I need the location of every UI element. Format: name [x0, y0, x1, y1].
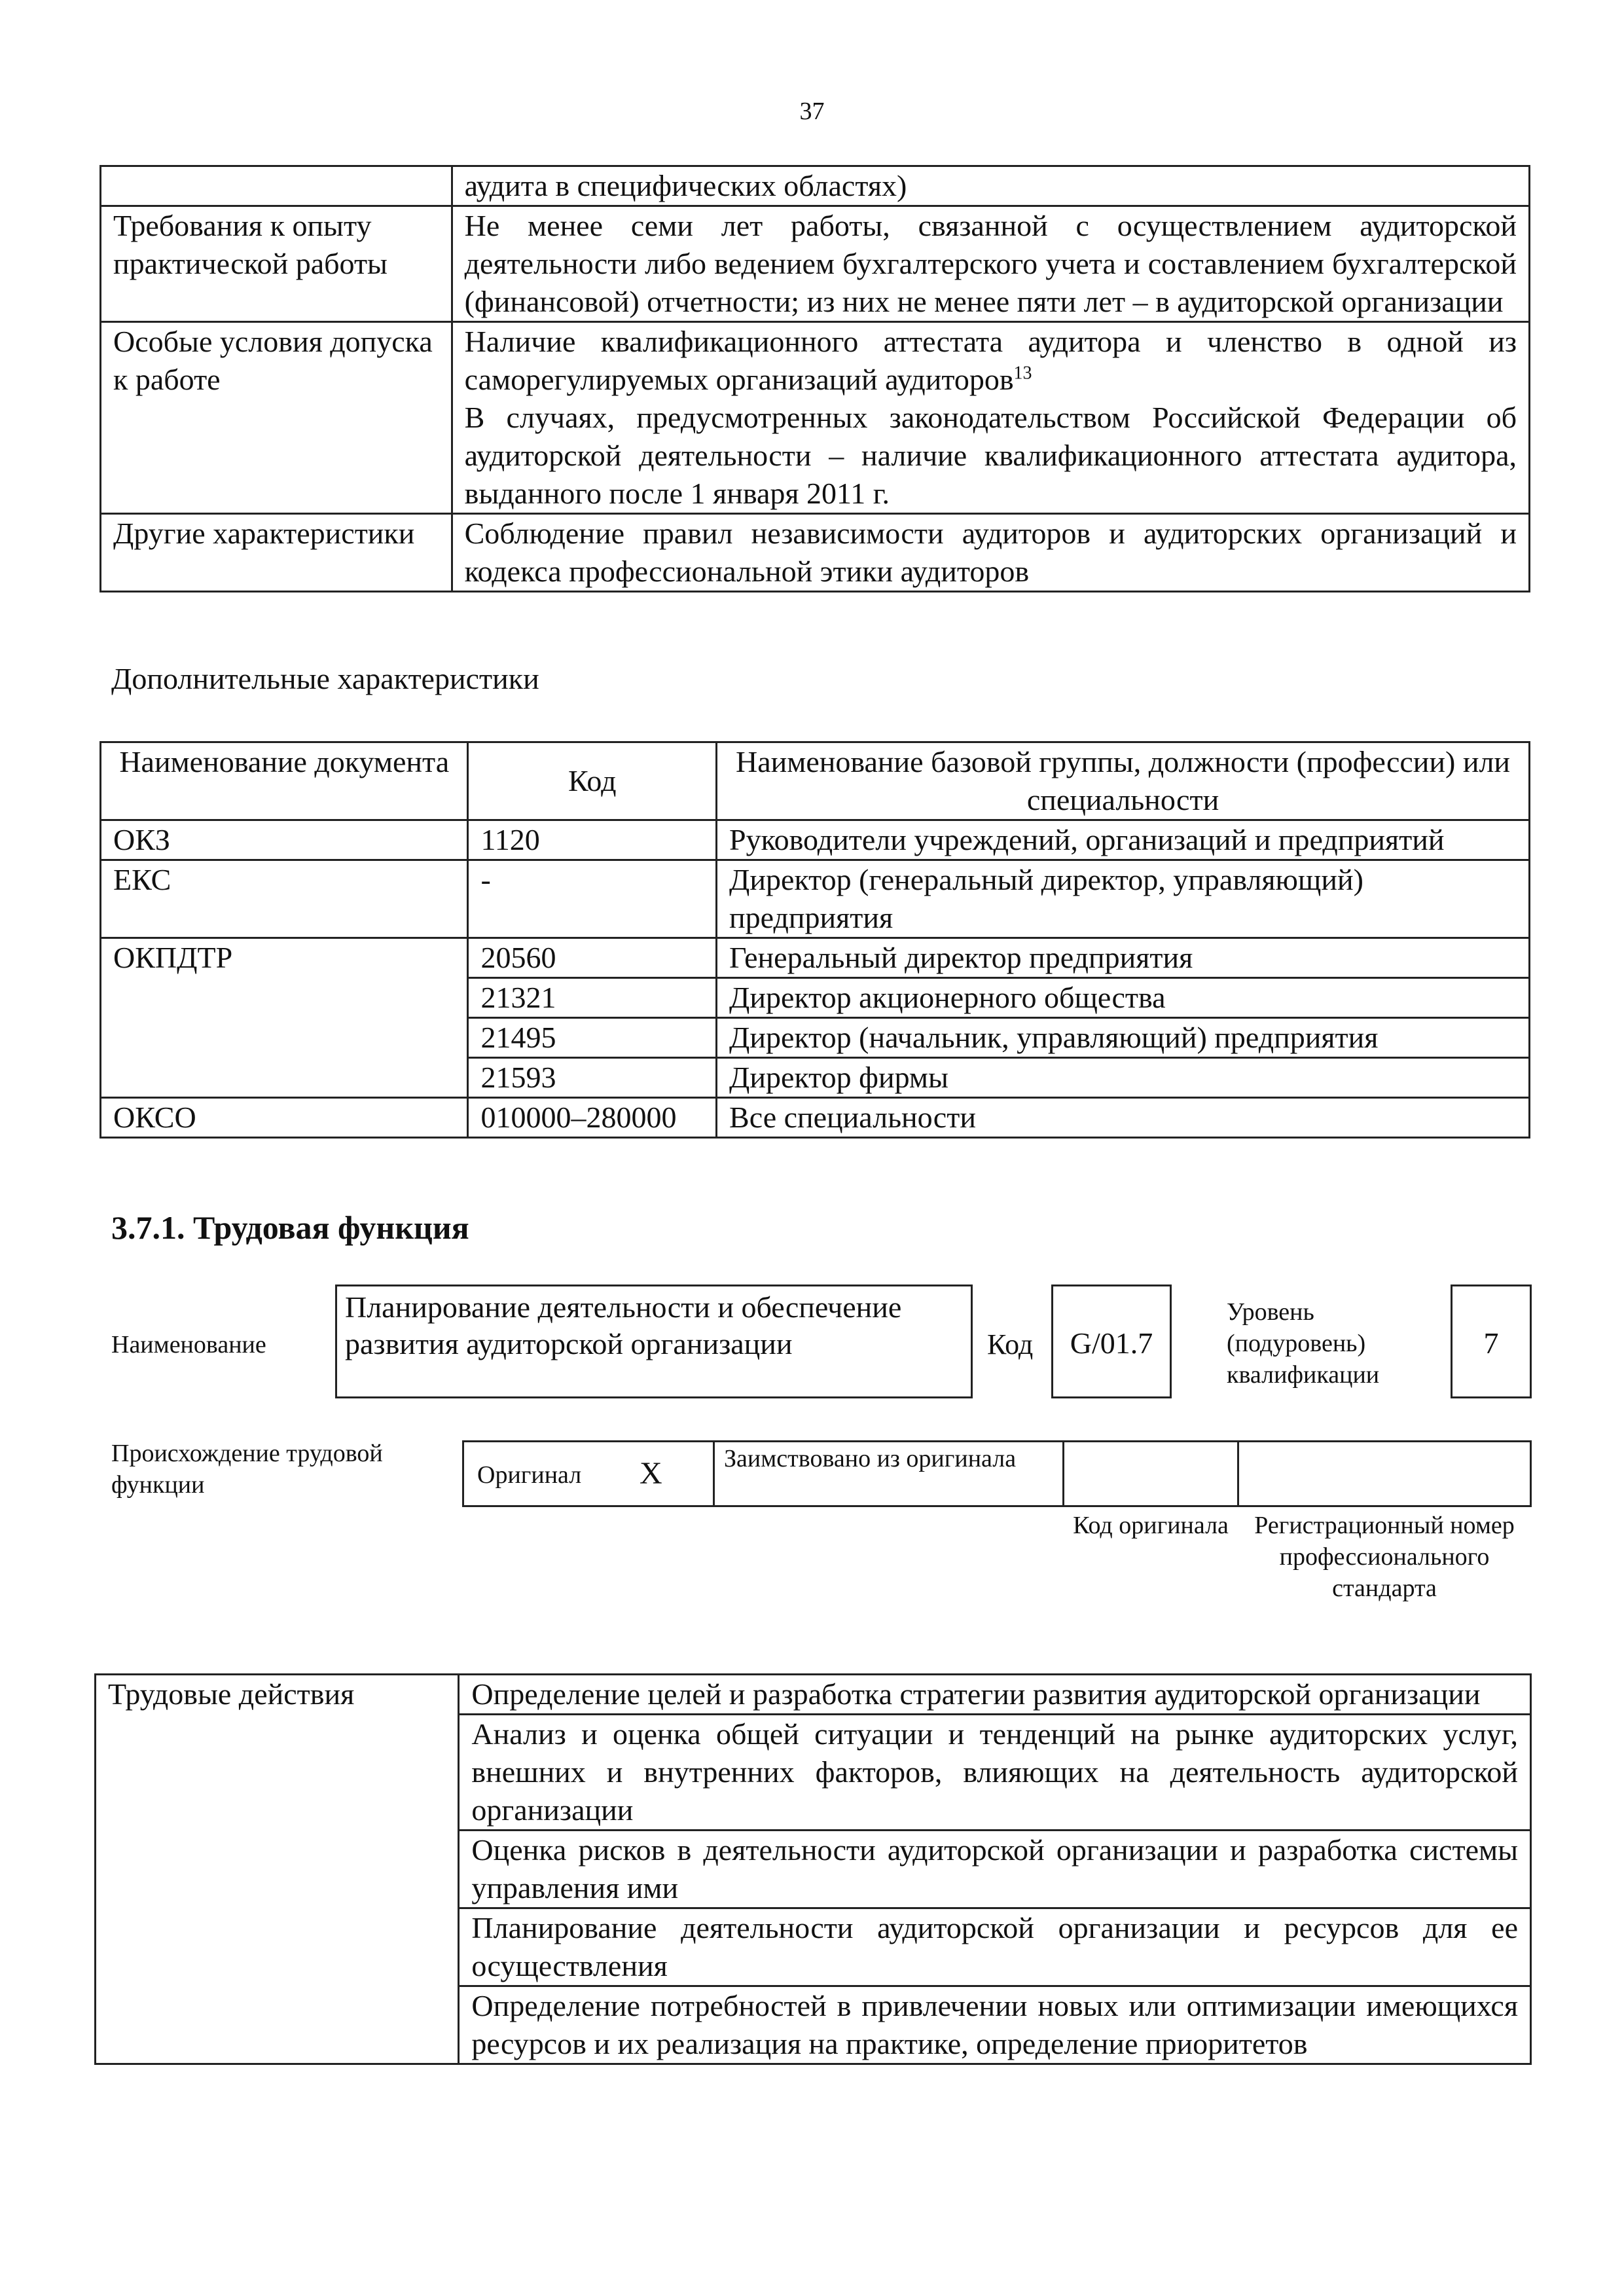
row-text	[452, 322, 1529, 514]
table-row	[101, 322, 1530, 514]
level-value: 7	[1483, 1326, 1499, 1360]
cell-name: Генеральный директор предприятия	[717, 938, 1530, 978]
level-box	[1451, 1285, 1532, 1398]
cell-code: 010000–280000	[468, 1098, 717, 1138]
cell-name: Директор акционерного общества	[717, 978, 1530, 1018]
registration-caption: Регистрационный номер профессионального стандарта	[1254, 1512, 1515, 1602]
cell-code: 20560	[468, 938, 717, 978]
actions-label: Трудовые действия	[96, 1675, 459, 2064]
action-item: Определение потребностей в привлечении новых или оптимизации имеющихся ресурсов и их реализация на практике, определение приоритетов	[459, 1986, 1531, 2064]
table-row	[96, 1675, 1531, 1715]
borrowed-cell	[713, 1440, 1064, 1507]
labor-actions-table	[94, 1673, 1532, 2065]
header-code: Код	[468, 742, 717, 820]
borrowed-label: Заимствовано из оригинала	[724, 1445, 1017, 1472]
cell-code: 21593	[468, 1058, 717, 1098]
table-header-row	[101, 742, 1530, 820]
cell-document: ОКСО	[101, 1098, 468, 1138]
header-name: Наименование базовой группы, должности (профессии) или специальности	[717, 742, 1530, 820]
action-item: Определение целей и разработка стратегии развития аудиторской организации	[459, 1675, 1531, 1715]
table-row	[101, 206, 1530, 322]
cell-code: 21495	[468, 1018, 717, 1058]
row-label: Требования к опыту практической работы	[101, 206, 452, 322]
row-label	[101, 166, 452, 206]
name-label: Наименование	[111, 1331, 266, 1358]
table-row	[101, 860, 1530, 938]
page-number: 37	[799, 98, 825, 125]
admission-text-a: Наличие квалификационного аттестата аудитора и членство в одной из саморегулируемых организаций аудиторов	[464, 325, 1517, 396]
cell-document: ОКПДТР	[101, 938, 468, 1098]
cell-name: Директор (начальник, управляющий) предприятия	[717, 1018, 1530, 1058]
action-item: Оценка рисков в деятельности аудиторской организации и разработка системы управления ими	[459, 1831, 1531, 1908]
row-text: Соблюдение правил независимости аудиторов и аудиторских организаций и кодекса профессиональной этики аудиторов	[452, 514, 1529, 592]
table-row	[101, 514, 1530, 592]
code-label: Код	[987, 1328, 1034, 1360]
cell-code: 1120	[468, 820, 717, 860]
original-label: Оригинал	[477, 1461, 582, 1489]
cell-code: -	[468, 860, 717, 938]
action-item: Анализ и оценка общей ситуации и тенденций на рынке аудиторских услуг, внешних и внутренних факторов, влияющих на деятельность аудиторской организации	[459, 1715, 1531, 1831]
registration-number-cell	[1237, 1440, 1532, 1507]
row-text: Не менее семи лет работы, связанной с осуществлением аудиторской деятельности либо ведением бухгалтерского учета и составлением бухгалтерской (финансовой) отчетности; из них не менее пяти лет – в аудиторской организации	[452, 206, 1529, 322]
table-row	[101, 1098, 1530, 1138]
original-code-caption: Код оригинала	[1073, 1512, 1229, 1539]
header-document: Наименование документа	[101, 742, 468, 820]
cell-document: ЕКС	[101, 860, 468, 938]
action-item: Планирование деятельности аудиторской организации и ресурсов для ее осуществления	[459, 1908, 1531, 1986]
requirements-table	[99, 165, 1530, 592]
table-row	[101, 166, 1530, 206]
function-code-box	[1051, 1285, 1172, 1398]
cell-name: Директор (генеральный директор, управляющий) предприятия	[717, 860, 1530, 938]
level-label: Уровень (подуровень) квалификации	[1227, 1298, 1380, 1389]
function-name-value: Планирование деятельности и обеспечение развития аудиторской организации	[345, 1290, 902, 1360]
row-label: Другие характеристики	[101, 514, 452, 592]
cell-name: Директор фирмы	[717, 1058, 1530, 1098]
table-row	[101, 938, 1530, 978]
cell-code: 21321	[468, 978, 717, 1018]
function-name-box	[335, 1285, 973, 1398]
row-label: Особые условия допуска к работе	[101, 322, 452, 514]
function-code-value: G/01.7	[1070, 1326, 1153, 1360]
additional-title: Дополнительные характеристики	[111, 662, 539, 695]
footnote-ref: 13	[1013, 363, 1032, 384]
original-mark: X	[640, 1456, 662, 1491]
row-text: аудита в специфических областях)	[452, 166, 1529, 206]
cell-name: Все специальности	[717, 1098, 1530, 1138]
original-code-cell	[1062, 1440, 1239, 1507]
original-cell	[462, 1440, 715, 1507]
origin-label: Происхождение трудовой функции	[111, 1440, 383, 1499]
cell-name: Руководители учреждений, организаций и предприятий	[717, 820, 1530, 860]
admission-text-b: В случаях, предусмотренных законодательством Российской Федерации об аудиторской деятельности – наличие квалификационного аттестата аудитора, выданного после 1 января 2011 г.	[464, 401, 1517, 510]
table-row	[101, 820, 1530, 860]
cell-document: ОКЗ	[101, 820, 468, 860]
function-heading: 3.7.1. Трудовая функция	[111, 1209, 469, 1246]
additional-table	[99, 741, 1530, 1139]
